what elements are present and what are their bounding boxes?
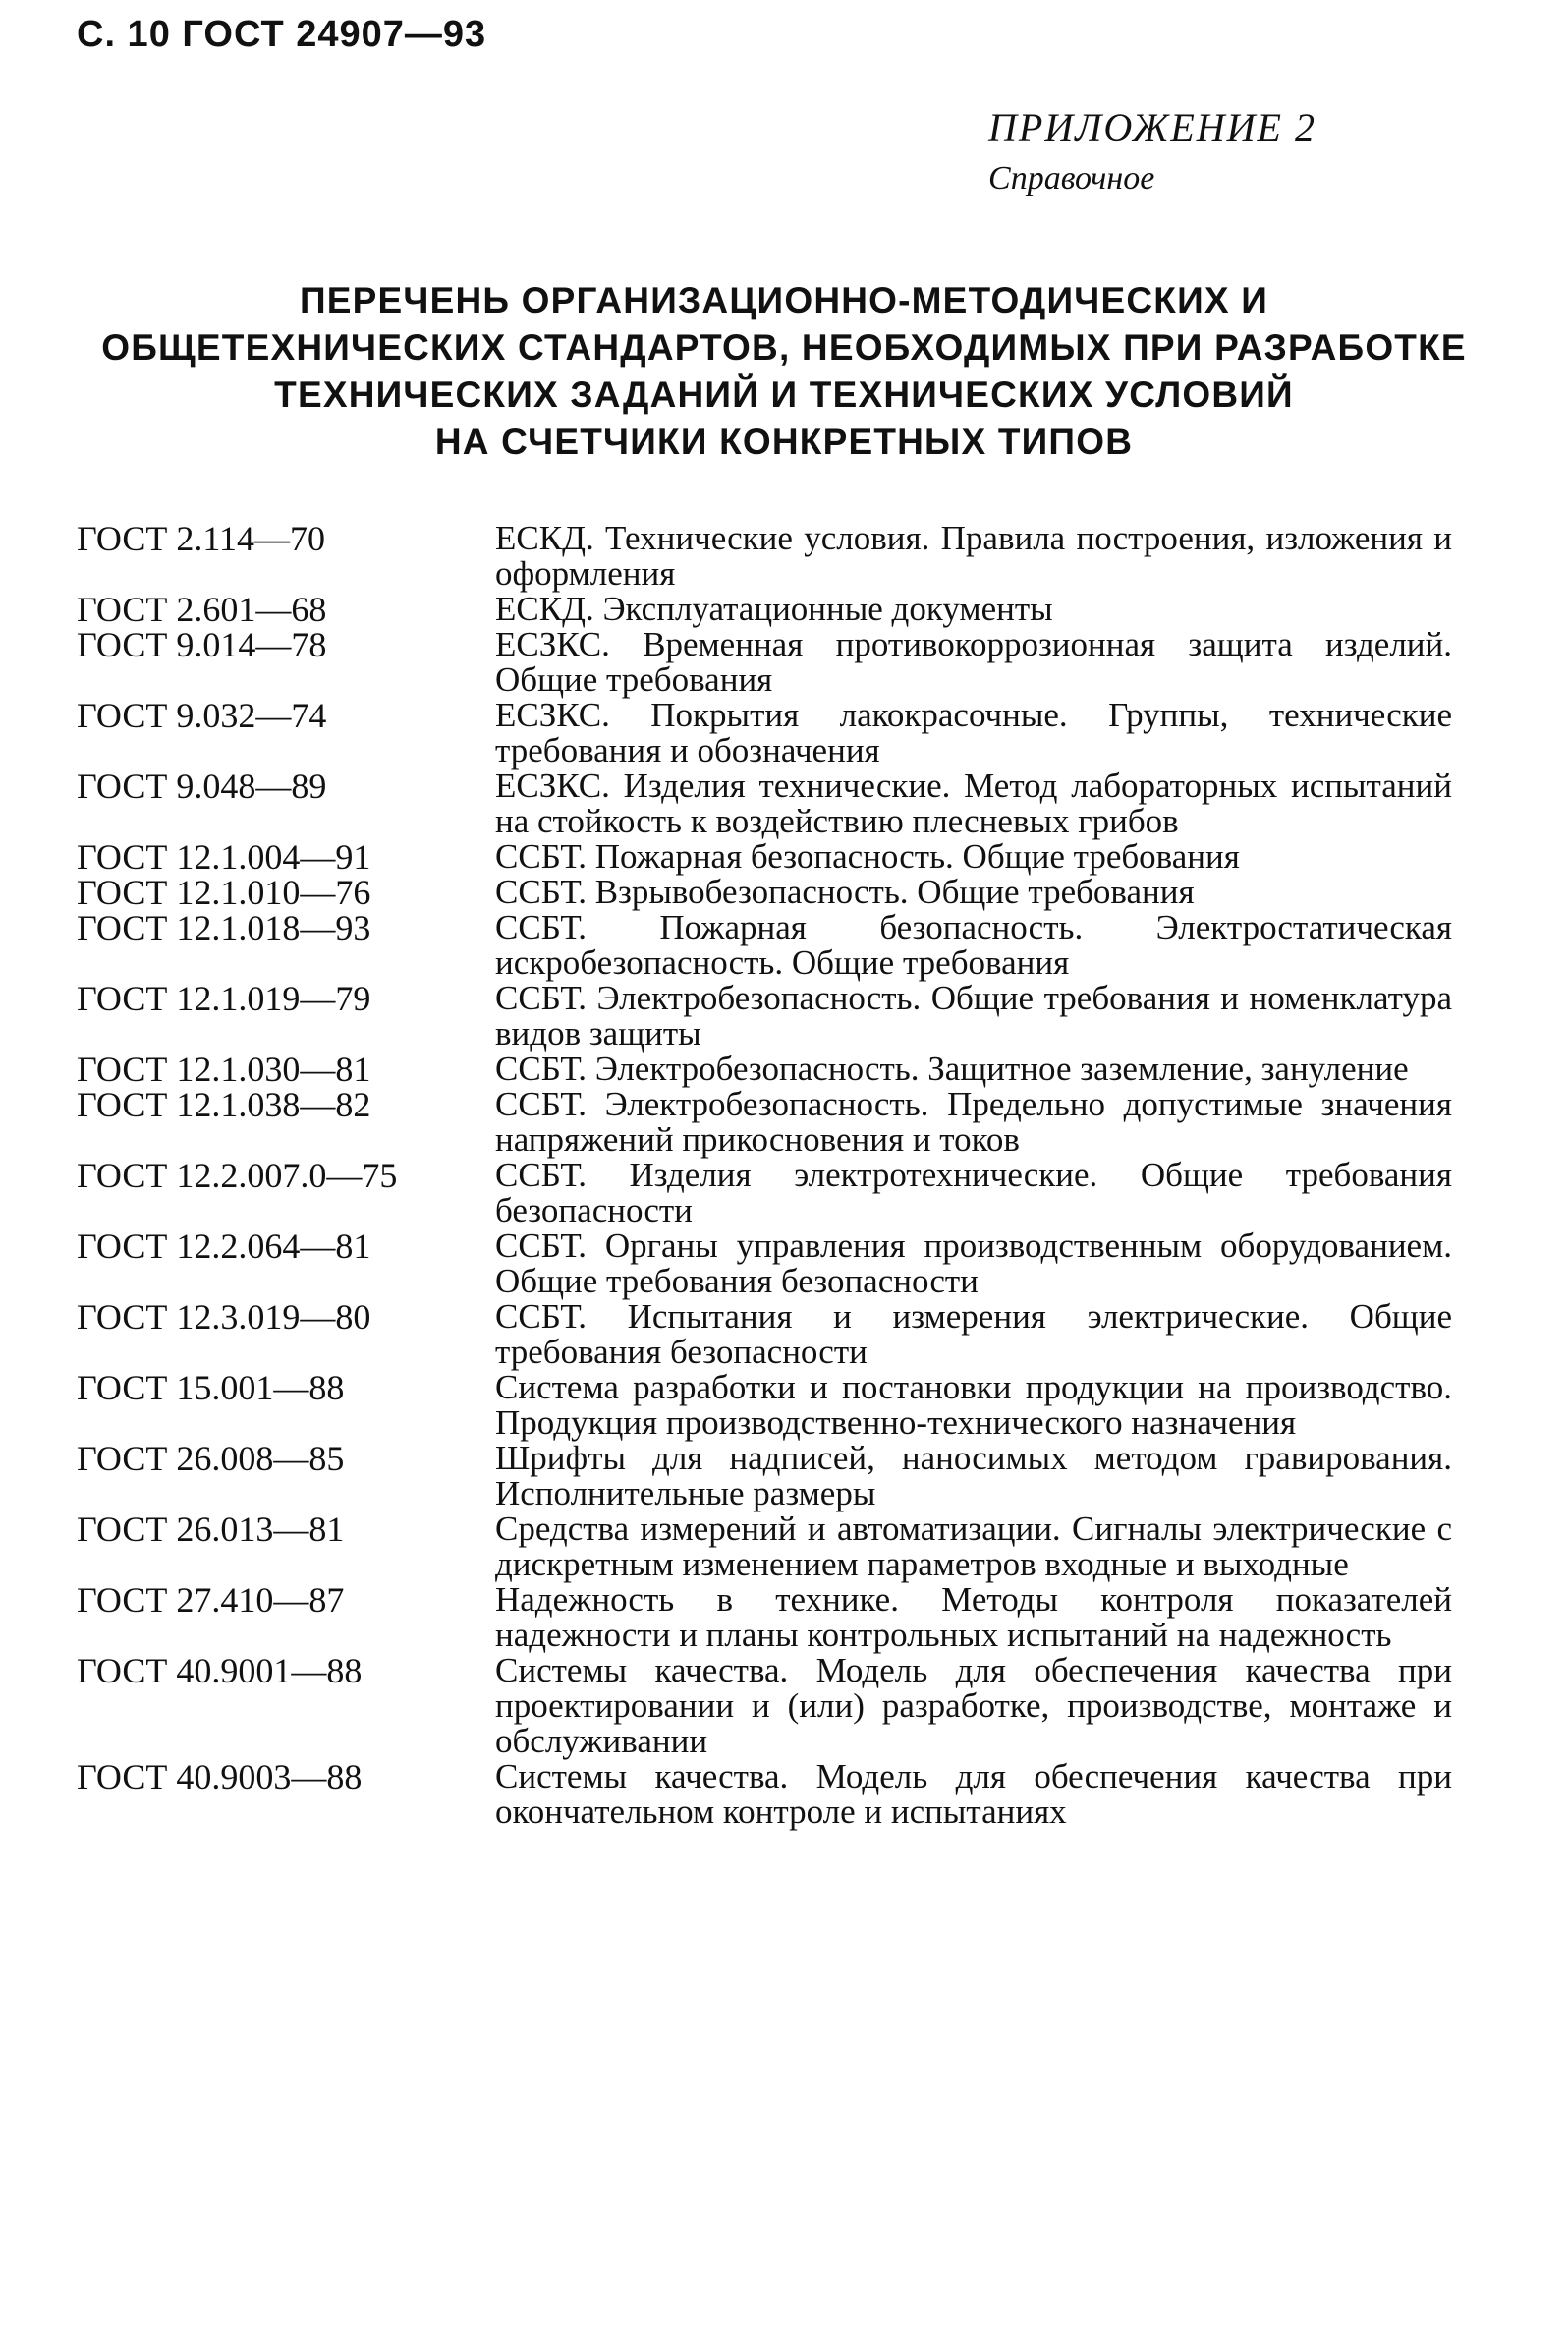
standard-code: ГОСТ 40.9001—88	[77, 1651, 363, 1690]
standard-code: ГОСТ 15.001—88	[77, 1368, 345, 1407]
standard-row	[77, 1653, 1452, 1759]
standard-code: ГОСТ 9.014—78	[77, 625, 327, 664]
standard-code: ГОСТ 9.032—74	[77, 696, 327, 735]
standard-row	[77, 1087, 1452, 1158]
standard-description: Системы качества. Модель для обеспечения качества при проектировании и (или) разработке, производстве, монтаже и обслуживании	[495, 1651, 1452, 1760]
standard-description: Средства измерений и автоматизации. Сигналы электрические с дискретным изменением параметров входные и выходные	[495, 1510, 1452, 1583]
standard-code: ГОСТ 2.114—70	[77, 519, 326, 558]
standard-code: ГОСТ 12.1.018—93	[77, 908, 371, 947]
standard-row	[77, 769, 1452, 839]
standard-row	[77, 1441, 1452, 1511]
standard-row	[77, 1052, 1452, 1087]
standard-description: ССБТ. Пожарная безопасность. Электростатическая искробезопасность. Общие требования	[495, 908, 1452, 982]
standard-row	[77, 592, 1452, 627]
standard-description: ССБТ. Взрывобезопасность. Общие требования	[495, 873, 1195, 911]
title-line: НА СЧЕТЧИКИ КОНКРЕТНЫХ ТИПОВ	[434, 422, 1134, 462]
standard-description: Надежность в технике. Методы контроля показателей надежности и планы контрольных испытаний на надежность	[495, 1580, 1452, 1654]
standard-code: ГОСТ 12.2.064—81	[77, 1226, 371, 1266]
standard-row	[77, 1370, 1452, 1441]
standard-row	[77, 627, 1452, 698]
standard-code: ГОСТ 12.2.007.0—75	[77, 1156, 398, 1195]
standard-description: ССБТ. Изделия электротехнические. Общие требования безопасности	[495, 1156, 1452, 1229]
standard-row	[77, 1228, 1452, 1299]
standard-code: ГОСТ 9.048—89	[77, 767, 327, 806]
appendix-title: ПРИЛОЖЕНИЕ 2	[988, 105, 1316, 149]
standard-description: ЕСЗКС. Покрытия лакокрасочные. Группы, технические требования и обозначения	[495, 696, 1452, 770]
standard-code: ГОСТ 2.601—68	[77, 590, 327, 629]
standard-description: ССБТ. Пожарная безопасность. Общие требования	[495, 837, 1240, 876]
document-title	[39, 277, 1529, 466]
standard-code: ГОСТ 12.1.030—81	[77, 1050, 371, 1089]
standard-code: ГОСТ 12.1.004—91	[77, 837, 371, 877]
title-line: ТЕХНИЧЕСКИХ ЗАДАНИЙ И ТЕХНИЧЕСКИХ УСЛОВИЙ	[274, 374, 1294, 415]
appendix-label	[988, 104, 1316, 202]
standard-row	[77, 1158, 1452, 1228]
standard-row	[77, 1582, 1452, 1653]
standards-list	[77, 521, 1452, 1830]
standard-row	[77, 1511, 1452, 1582]
standard-description: ССБТ. Электробезопасность. Защитное заземление, зануление	[495, 1050, 1409, 1088]
standard-description: ЕСЗКС. Временная противокоррозионная защита изделий. Общие требования	[495, 625, 1452, 699]
standard-description: ССБТ. Электробезопасность. Общие требования и номенклатура видов защиты	[495, 979, 1452, 1053]
page-header: С. 10 ГОСТ 24907—93	[77, 14, 487, 55]
standard-row	[77, 1759, 1452, 1830]
standard-description: Системы качества. Модель для обеспечения качества при окончательном контроле и испытаниях	[495, 1757, 1452, 1831]
standard-code: ГОСТ 12.3.019—80	[77, 1297, 371, 1337]
standard-code: ГОСТ 12.1.010—76	[77, 873, 371, 912]
title-line: ОБЩЕТЕХНИЧЕСКИХ СТАНДАРТОВ, НЕОБХОДИМЫХ ПРИ РАЗРАБОТКЕ	[101, 327, 1467, 368]
standard-row	[77, 875, 1452, 910]
standard-description: Шрифты для надписей, наносимых методом гравирования. Исполнительные размеры	[495, 1439, 1452, 1512]
standard-code: ГОСТ 40.9003—88	[77, 1757, 363, 1796]
standard-row	[77, 981, 1452, 1052]
standard-row	[77, 839, 1452, 875]
standard-row	[77, 698, 1452, 769]
standard-row	[77, 1299, 1452, 1370]
standard-code: ГОСТ 27.410—87	[77, 1580, 345, 1620]
standard-row	[77, 521, 1452, 592]
standard-description: ЕСКД. Эксплуатационные документы	[495, 590, 1053, 628]
standard-description: Система разработки и постановки продукции на производство. Продукция производственно-технического назначения	[495, 1368, 1452, 1442]
standard-code: ГОСТ 12.1.038—82	[77, 1085, 371, 1124]
standard-description: ССБТ. Органы управления производственным оборудованием. Общие требования безопасности	[495, 1226, 1452, 1300]
standard-description: ЕСЗКС. Изделия технические. Метод лабораторных испытаний на стойкость к воздействию плесневых грибов	[495, 767, 1452, 840]
standard-code: ГОСТ 26.013—81	[77, 1510, 345, 1549]
standard-row	[77, 910, 1452, 981]
standard-code: ГОСТ 12.1.019—79	[77, 979, 371, 1018]
appendix-subtitle: Справочное	[988, 160, 1155, 197]
standard-description: ССБТ. Испытания и измерения электрические. Общие требования безопасности	[495, 1297, 1452, 1371]
standard-description: ЕСКД. Технические условия. Правила построения, изложения и оформления	[495, 519, 1452, 593]
title-line: ПЕРЕЧЕНЬ ОРГАНИЗАЦИОННО-МЕТОДИЧЕСКИХ И	[299, 280, 1269, 320]
standard-description: ССБТ. Электробезопасность. Предельно допустимые значения напряжений прикосновения и токов	[495, 1085, 1452, 1159]
standard-code: ГОСТ 26.008—85	[77, 1439, 345, 1478]
